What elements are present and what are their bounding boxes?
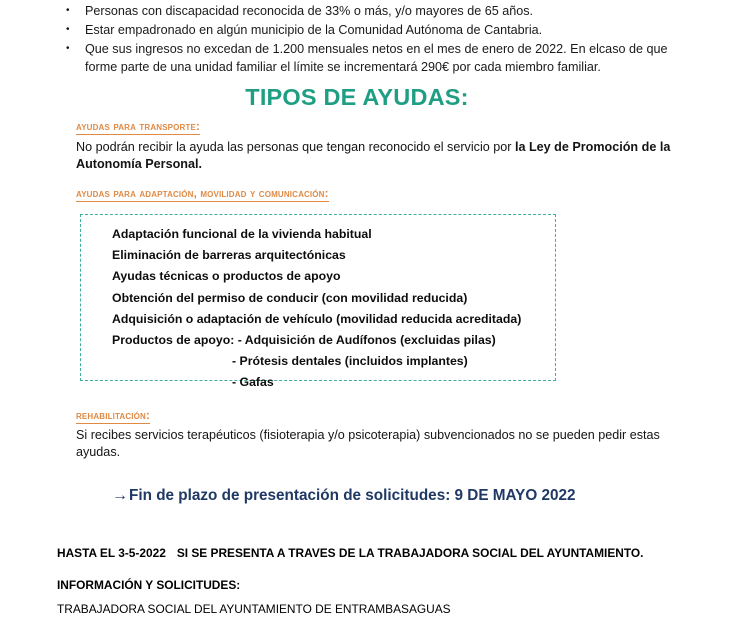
list-item: Adquisición o adaptación de vehículo (movilidad reducida acreditada) bbox=[112, 311, 522, 326]
section-body-rehabilitacion: Si recibes servicios terapéuticos (fisioterapia y/o psicoterapia) subvencionados no se pueden pedir estas ayudas. bbox=[76, 428, 660, 459]
list-item: Adaptación funcional de la vivienda habitual bbox=[112, 227, 372, 241]
list-item-text: Que sus ingresos no excedan de 1.200 mensuales netos en el mes de enero de 2022. En elcaso de que forme parte de una unidad familiar el límite se incrementará 290€ por cada miembro familiar. bbox=[85, 41, 668, 75]
list-item: Eliminación de barreras arquitectónicas bbox=[112, 248, 346, 263]
deadline-notice bbox=[112, 487, 576, 505]
transporte-text-plain: No podrán recibir la ayuda las personas que tengan reconocido el servicio por bbox=[76, 140, 515, 154]
footer-hasta-rest: SI SE PRESENTA A TRAVES DE LA TRABAJADORA SOCIAL DEL AYUNTAMIENTO. bbox=[176, 546, 644, 560]
footer-deadline-line bbox=[57, 546, 643, 560]
list-item: Ayudas técnicas o productos de apoyo bbox=[112, 269, 341, 284]
list-item bbox=[62, 40, 702, 78]
section-heading-transporte: ayudas para transporte: bbox=[76, 120, 200, 133]
footer-hasta-date: HASTA EL 3-5-2022 bbox=[57, 546, 166, 560]
requirements-list bbox=[62, 2, 702, 77]
bullet-icon: • bbox=[66, 23, 70, 35]
section-heading-adaptacion: ayudas para adaptación, movilidad y comunicación: bbox=[76, 187, 329, 200]
section-body-transporte bbox=[76, 139, 686, 173]
section-heading-rehabilitacion: rehabilitación: bbox=[76, 409, 150, 422]
list-item bbox=[62, 21, 702, 40]
list-item-text: Personas con discapacidad reconocida de 33% o más, y/o mayores de 65 años. bbox=[85, 4, 534, 18]
list-item: Obtención del permiso de conducir (con movilidad reducida) bbox=[112, 290, 468, 305]
footer-info-label: INFORMACIÓN Y SOLICITUDES: bbox=[57, 578, 241, 592]
bullet-icon: • bbox=[66, 5, 70, 16]
arrow-right-icon: → bbox=[112, 487, 128, 504]
list-item-text: Estar empadronado en algún municipio de la Comunidad Autónoma de Cantabria. bbox=[85, 22, 543, 37]
footer-contact: TRABAJADORA SOCIAL DEL AYUNTAMIENTO DE ENTRAMBASAGUAS bbox=[57, 602, 451, 616]
page-title: TIPOS DE AYUDAS: bbox=[245, 84, 469, 110]
list-item: - Gafas bbox=[232, 375, 274, 390]
list-item: - Prótesis dentales (incluidos implantes) bbox=[232, 354, 468, 369]
bullet-icon: • bbox=[66, 42, 70, 54]
list-item bbox=[62, 2, 702, 21]
transporte-text-bold: la Ley de Promoción de la Autonomía Personal. bbox=[76, 140, 671, 171]
list-item: Productos de apoyo: - Adquisición de Audífonos (excluidas pilas) bbox=[112, 333, 496, 348]
deadline-text: Fin de plazo de presentación de solicitudes: 9 DE MAYO 2022 bbox=[129, 487, 576, 504]
adaptacion-items-list bbox=[112, 224, 552, 394]
